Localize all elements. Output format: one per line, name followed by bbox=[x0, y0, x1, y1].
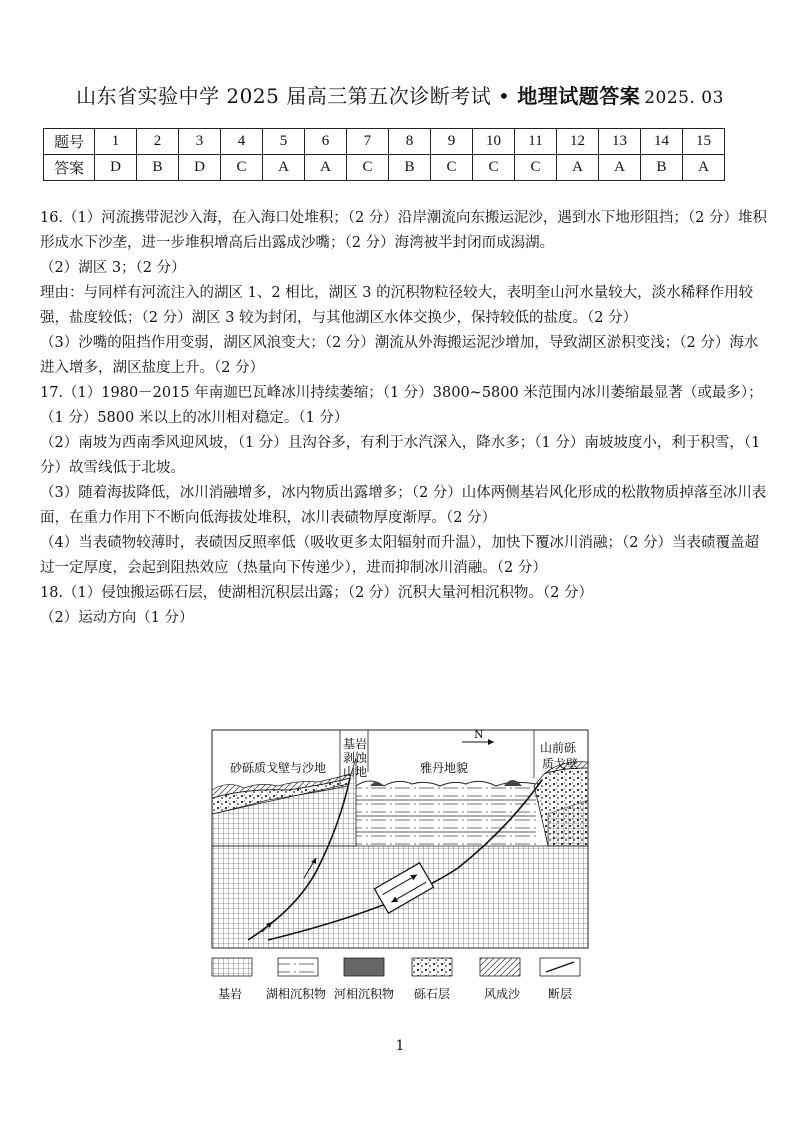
label-left-gobi: 砂砾质戈壁与沙地 bbox=[230, 761, 327, 775]
question-number-cell: 9 bbox=[431, 129, 473, 155]
legend-label-bedrock: 基岩 bbox=[218, 987, 243, 1001]
answer-cell: A bbox=[683, 155, 725, 181]
q16-part3: （3）沙嘴的阻挡作用变弱，湖区风浪变大；（2 分）潮流从外海搬运泥沙增加，导致湖区淤积变浅；（2 分）海水进入增多，湖区盐度上升。（2 分） bbox=[40, 335, 759, 376]
q17-part3: （3）随着海拔降低，冰川消融增多，冰内物质出露增多；（2 分）山体两侧基岩风化形成的松散物质掉落至冰川表面，在重力作用下不断向低海拔处堆积，冰川表碛物厚度渐厚。（2 分） bbox=[40, 485, 767, 526]
answer-table-number-row bbox=[44, 129, 725, 155]
legend-swatch-gravel bbox=[412, 958, 452, 976]
legend-label-fault: 断层 bbox=[548, 987, 573, 1001]
label-bedrock-1: 基岩 bbox=[343, 737, 368, 751]
page-number: 1 bbox=[395, 1038, 405, 1054]
page-title bbox=[0, 80, 800, 109]
answer-body bbox=[40, 206, 770, 631]
question-number-cell: 13 bbox=[599, 129, 641, 155]
legend-swatch-bedrock bbox=[212, 958, 252, 976]
q16-reason: 理由：与同样有河流注入的湖区 1、2 相比，湖区 3 的沉积物粒径较大，表明奎山河水量较大，淡水稀释作用较强，盐度较低；（2 分）湖区 3 较为封闭，与其他湖区水体交换少，保持较低的盐度。（2 分） bbox=[40, 285, 754, 326]
label-bedrock-3: 山地 bbox=[343, 765, 368, 779]
q16-part2: （2）湖区 3；（2 分） bbox=[40, 260, 186, 276]
legend-label-river: 河相沉积物 bbox=[334, 987, 395, 1001]
question-number-cell: 10 bbox=[473, 129, 515, 155]
answer-table bbox=[43, 128, 725, 181]
question-number-cell: 5 bbox=[263, 129, 305, 155]
row-label-number: 题号 bbox=[44, 129, 95, 155]
q17-part2: （2）南坡为西南季风迎风坡，（1 分）且沟谷多，有利于水汽深入，降水多；（1 分）南坡坡度小，利于积雪，（1 分）故雪线低于北坡。 bbox=[40, 435, 761, 476]
answer-cell: A bbox=[557, 155, 599, 181]
answer-cell: B bbox=[137, 155, 179, 181]
title-date: 2025. 03 bbox=[644, 88, 724, 108]
answer-cell: C bbox=[473, 155, 515, 181]
label-bedrock-2: 剥蚀 bbox=[343, 751, 368, 765]
answer-cell: B bbox=[389, 155, 431, 181]
answer-cell: D bbox=[95, 155, 137, 181]
title-bold: 地理试题答案 bbox=[517, 84, 641, 108]
q18-part2: （2）运动方向（1 分） bbox=[40, 610, 194, 626]
legend bbox=[212, 958, 580, 1001]
north-label: N bbox=[474, 728, 484, 741]
q17-part4: （4）当表碛物较薄时，表碛因反照率低（吸收更多太阳辐射而升温），加快下覆冰川消融；（2 分）当表碛覆盖超过一定厚度，会起到阻热效应（热量向下传递少），进而抑制冰川消融。（2 分） bbox=[40, 535, 760, 576]
answer-table-answer-row bbox=[44, 155, 725, 181]
legend-swatch-river bbox=[344, 958, 384, 976]
label-right-1: 山前砾 bbox=[540, 741, 577, 755]
legend-label-lake: 湖相沉积物 bbox=[266, 987, 327, 1001]
legend-swatch-lake bbox=[278, 958, 318, 976]
q17-part1: 17.（1）1980－2015 年南迦巴瓦峰冰川持续萎缩；（1 分）3800~5800 米范围内冰川萎缩最显著（或最多）；（1 分）5800 米以上的冰川相对稳定。（1 分） bbox=[40, 385, 763, 426]
answer-cell: C bbox=[431, 155, 473, 181]
answer-cell: B bbox=[641, 155, 683, 181]
answer-cell: A bbox=[305, 155, 347, 181]
question-number-cell: 15 bbox=[683, 129, 725, 155]
legend-label-gravel: 砾石层 bbox=[414, 987, 451, 1001]
question-number-cell: 8 bbox=[389, 129, 431, 155]
question-number-cell: 7 bbox=[347, 129, 389, 155]
question-number-cell: 12 bbox=[557, 129, 599, 155]
title-main: 山东省实验中学 2025 届高三第五次诊断考试 • bbox=[76, 84, 518, 108]
answer-cell: C bbox=[515, 155, 557, 181]
answer-cell: C bbox=[221, 155, 263, 181]
question-number-cell: 14 bbox=[641, 129, 683, 155]
answer-cell: C bbox=[347, 155, 389, 181]
question-number-cell: 3 bbox=[179, 129, 221, 155]
question-number-cell: 11 bbox=[515, 129, 557, 155]
question-number-cell: 2 bbox=[137, 129, 179, 155]
legend-swatch-sand bbox=[480, 958, 520, 976]
question-number-cell: 4 bbox=[221, 129, 263, 155]
question-number-cell: 1 bbox=[95, 129, 137, 155]
geologic-cross-section-diagram bbox=[208, 728, 592, 1022]
label-yardang: 雅丹地貌 bbox=[420, 761, 469, 775]
q16-part1: 16.（1）河流携带泥沙入海，在入海口处堆积；（2 分）沿岸潮流向东搬运泥沙，遇到水下地形阻挡；（2 分）堆积形成水下沙垄，进一步堆积增高后出露成沙嘴；（2 分）海湾被半封闭而成潟湖。 bbox=[40, 210, 767, 251]
q18-part1: 18.（1）侵蚀搬运砾石层，使湖相沉积层出露；（2 分）沉积大量河相沉积物。（2 分） bbox=[40, 585, 593, 601]
question-number-cell: 6 bbox=[305, 129, 347, 155]
label-right-2: 质戈壁 bbox=[542, 757, 579, 771]
answer-cell: D bbox=[179, 155, 221, 181]
answer-cell: A bbox=[263, 155, 305, 181]
row-label-answer: 答案 bbox=[44, 155, 95, 181]
legend-label-sand: 风成沙 bbox=[484, 987, 521, 1001]
answer-cell: A bbox=[599, 155, 641, 181]
